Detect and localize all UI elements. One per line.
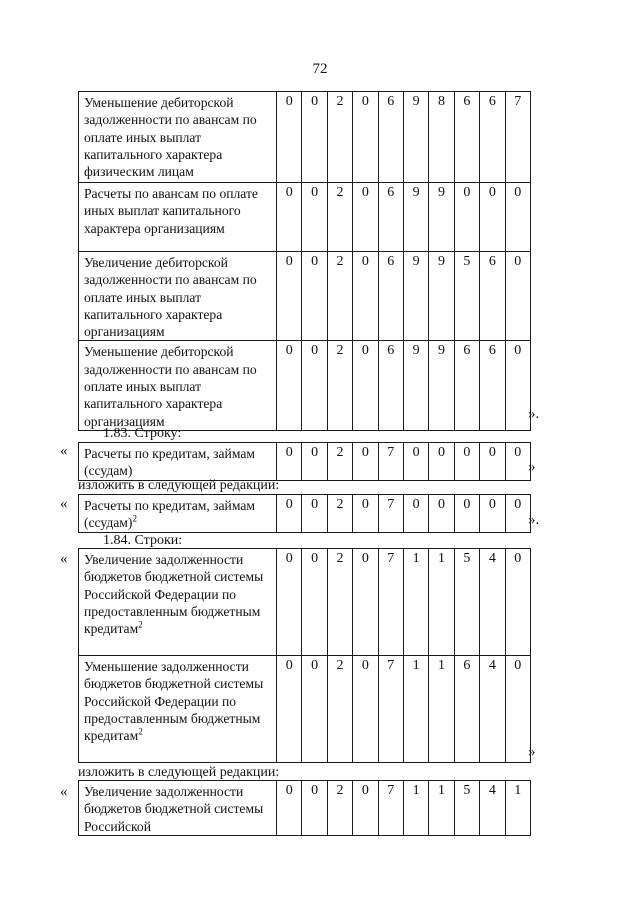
section-heading-183: 1.83. Строку:: [103, 426, 182, 441]
closing-quote: ».: [528, 406, 540, 422]
table-row: [79, 781, 531, 836]
code-digit: 0: [302, 341, 327, 430]
code-digit: 0: [353, 781, 378, 836]
code-digit: 0: [277, 252, 302, 341]
code-digit: 4: [480, 781, 505, 836]
code-table-new-184: [78, 780, 531, 836]
row-name: [79, 443, 277, 481]
code-digit: 6: [378, 341, 403, 430]
code-digit: 5: [454, 252, 479, 341]
code-digit: 5: [454, 549, 479, 656]
code-digit: 0: [353, 252, 378, 341]
table-row: [79, 92, 531, 183]
code-table: [78, 91, 531, 431]
code-digit: 0: [429, 495, 454, 533]
code-digit: 8: [429, 92, 454, 183]
code-digit: 0: [454, 183, 479, 252]
row-name-text: Уменьшение задолженности бюджетов бюджетной системы Российской Федерации по предоставленным бюджетным кредитам: [84, 659, 264, 744]
code-digit: 0: [302, 443, 327, 481]
footnote-mark: 2: [132, 513, 137, 524]
code-table-new-183: [78, 494, 531, 533]
table-row: [79, 656, 531, 763]
code-digit: 9: [403, 341, 428, 430]
code-digit: 6: [454, 656, 479, 763]
row-name-text: Расчеты по кредитам, займам (ссудам): [84, 446, 255, 479]
code-digit: 0: [353, 443, 378, 481]
code-digit: 0: [277, 549, 302, 656]
opening-quote: «: [60, 496, 68, 512]
code-digit: 9: [403, 183, 428, 252]
page-number: 72: [312, 61, 328, 77]
opening-quote: «: [60, 551, 68, 567]
code-digit: 0: [353, 495, 378, 533]
code-digit: 6: [378, 92, 403, 183]
row-name-text: Увеличение задолженности бюджетов бюджетной системы Российской Федерации по предоставленным бюджетным кредитам: [84, 552, 264, 637]
code-digit: 7: [378, 549, 403, 656]
code-digit: 0: [480, 495, 505, 533]
code-digit: 0: [277, 656, 302, 763]
code-digit: 6: [480, 341, 505, 430]
code-digit: 2: [327, 781, 352, 836]
footnote-mark: 2: [138, 619, 143, 630]
code-digit: 0: [429, 443, 454, 481]
row-name: [79, 341, 277, 430]
code-digit: 0: [302, 549, 327, 656]
section-heading-184: 1.84. Строки:: [103, 533, 183, 548]
code-digit: 0: [302, 656, 327, 763]
code-digit: 7: [378, 656, 403, 763]
row-name: [79, 781, 277, 836]
code-digit: 1: [429, 781, 454, 836]
code-digit: 9: [429, 183, 454, 252]
code-digit: 0: [403, 443, 428, 481]
table-row: [79, 341, 531, 430]
code-digit: 0: [505, 549, 530, 656]
code-digit: 0: [505, 252, 530, 341]
code-digit: 0: [505, 183, 530, 252]
code-digit: 6: [454, 341, 479, 430]
code-digit: 2: [327, 92, 352, 183]
code-digit: 4: [480, 549, 505, 656]
code-digit: 0: [403, 495, 428, 533]
footnote-mark: 2: [138, 726, 143, 737]
code-digit: 1: [403, 656, 428, 763]
row-name-text: Увеличение задолженности бюджетов бюджетной системы Российской: [84, 784, 264, 834]
code-digit: 0: [505, 341, 530, 430]
opening-quote: «: [60, 443, 68, 459]
code-digit: 4: [480, 656, 505, 763]
code-digit: 2: [327, 495, 352, 533]
code-digit: 0: [302, 183, 327, 252]
code-table-184: [78, 548, 531, 763]
row-name-text: Увеличение дебиторской задолженности по авансам по оплате иных выплат капитального характера организациям: [84, 255, 257, 340]
code-digit: 0: [277, 341, 302, 430]
closing-quote: »: [528, 459, 536, 475]
code-digit: 0: [480, 183, 505, 252]
table-row: [79, 252, 531, 341]
code-digit: 0: [353, 183, 378, 252]
code-digit: 0: [505, 656, 530, 763]
code-digit: 0: [277, 183, 302, 252]
code-digit: 0: [353, 341, 378, 430]
code-digit: 9: [403, 92, 428, 183]
code-digit: 9: [429, 252, 454, 341]
code-digit: 0: [505, 495, 530, 533]
code-digit: 6: [480, 92, 505, 183]
row-name: [79, 656, 277, 763]
code-digit: 0: [353, 549, 378, 656]
code-digit: 6: [378, 252, 403, 341]
code-digit: 1: [505, 781, 530, 836]
code-digit: 7: [378, 781, 403, 836]
code-digit: 2: [327, 252, 352, 341]
instruction-text: изложить в следующей редакции:: [78, 765, 280, 780]
code-digit: 6: [454, 92, 479, 183]
code-digit: 2: [327, 549, 352, 656]
code-digit: 7: [378, 443, 403, 481]
code-digit: 2: [327, 341, 352, 430]
code-digit: 0: [454, 495, 479, 533]
row-name: [79, 252, 277, 341]
code-digit: 0: [277, 495, 302, 533]
opening-quote: «: [60, 784, 68, 800]
code-digit: 1: [403, 549, 428, 656]
code-digit: 6: [480, 252, 505, 341]
code-digit: 1: [403, 781, 428, 836]
code-digit: 9: [403, 252, 428, 341]
table-row: [79, 183, 531, 252]
row-name-text: Уменьшение дебиторской задолженности по авансам по оплате иных выплат капитального характера физическим лицам: [84, 95, 257, 180]
code-digit: 7: [378, 495, 403, 533]
closing-quote: ».: [528, 512, 540, 528]
code-digit: 2: [327, 183, 352, 252]
code-digit: 6: [378, 183, 403, 252]
row-name: [79, 495, 277, 533]
code-digit: 0: [302, 252, 327, 341]
code-digit: 9: [429, 341, 454, 430]
code-digit: 0: [454, 443, 479, 481]
row-name: [79, 549, 277, 656]
code-digit: 7: [505, 92, 530, 183]
code-digit: 5: [454, 781, 479, 836]
code-digit: 0: [302, 495, 327, 533]
row-name-text: Расчеты по авансам по оплате иных выплат капитального характера организациям: [84, 186, 258, 236]
code-digit: 0: [480, 443, 505, 481]
code-digit: 0: [353, 92, 378, 183]
code-digit: 2: [327, 656, 352, 763]
code-digit: 0: [277, 781, 302, 836]
instruction-text: изложить в следующей редакции:: [78, 478, 280, 493]
code-digit: 1: [429, 549, 454, 656]
code-digit: 2: [327, 443, 352, 481]
code-digit: 1: [429, 656, 454, 763]
table-row: [79, 443, 531, 481]
code-digit: 0: [353, 656, 378, 763]
table-row: [79, 549, 531, 656]
closing-quote: »: [528, 744, 536, 760]
row-name: [79, 92, 277, 183]
code-digit: 0: [277, 443, 302, 481]
code-digit: 0: [302, 781, 327, 836]
code-digit: 0: [277, 92, 302, 183]
table-row: [79, 495, 531, 533]
row-name-text: Расчеты по кредитам, займам (ссудам): [84, 498, 255, 531]
code-table-old-183: [78, 442, 531, 481]
row-name: [79, 183, 277, 252]
code-digit: 0: [505, 443, 530, 481]
code-digit: 0: [302, 92, 327, 183]
row-name-text: Уменьшение дебиторской задолженности по авансам по оплате иных выплат капитального характера организациям: [84, 344, 257, 429]
